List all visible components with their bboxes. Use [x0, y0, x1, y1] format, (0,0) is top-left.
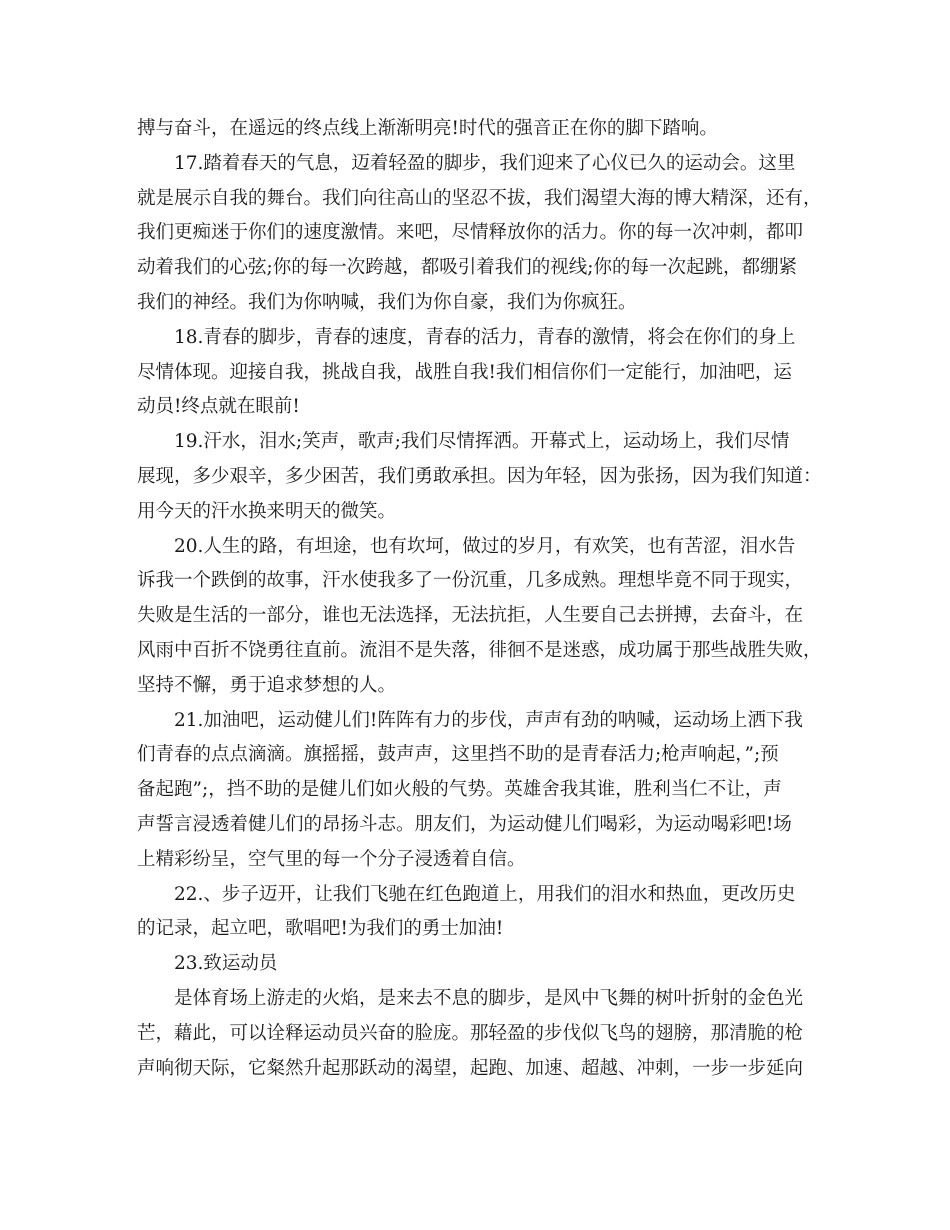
text-line: 们青春的点点滴滴。旗摇摇，鼓声声，这里挡不助的是青春活力;枪声响起，”;预: [137, 744, 779, 766]
text-line: 22.、步子迈开，让我们飞驰在红色跑道上，用我们的泪水和热血，更改历史: [174, 883, 796, 905]
text-line: 我们更痴迷于你们的速度激情。来吧，尽情释放你的活力。你的每一次冲刺，都叩: [137, 222, 804, 244]
text-line: 搏与奋斗，在遥远的终点线上渐渐明亮!时代的强音正在你的脚下踏响。: [137, 118, 718, 139]
text-line: 芒，藉此，可以诠释运动员兴奋的脸庞。那轻盈的步伐似飞鸟的翅膀，那清脆的枪: [137, 1022, 804, 1044]
text-line: 展现，多少艰辛，多少困苦，我们勇敢承担。因为年轻，因为张扬，因为我们知道：: [137, 465, 822, 487]
text-line: 上精彩纷呈，空气里的每一个分子浸透着自信。: [137, 848, 526, 870]
text-line: 的记录，起立吧，歌唱吧!为我们的勇士加油!: [137, 918, 504, 940]
text-line: 声响彻天际，它粲然升起那跃动的渴望，起跑、加速、超越、冲刺，一步一步延向: [137, 1057, 804, 1079]
text-line: 20.人生的路，有坦途，也有坎坷，做过的岁月，有欢笑，也有苦涩，泪水告: [174, 535, 796, 557]
text-line: 风雨中百折不饶勇往直前。流泪不是失落，徘徊不是迷惑，成功属于那些战胜失败，: [137, 639, 822, 661]
text-line: 我们的神经。我们为你呐喊，我们为你自豪，我们为你疯狂。: [137, 291, 637, 313]
text-line: 尽情体现。迎接自我，挑战自我，战胜自我!我们相信你们一定能行，加油吧，运: [137, 361, 792, 383]
text-line: 23.致运动员: [174, 953, 278, 975]
text-line: 声誓言浸透着健儿们的昂扬斗志。朋友们，为运动健儿们喝彩，为运动喝彩吧!场: [137, 813, 792, 835]
text-line: 坚持不懈，勇于追求梦想的人。: [137, 674, 397, 696]
text-line: 就是展示自我的舞台。我们向往高山的坚忍不拔，我们渴望大海的博大精深，还有，: [137, 187, 822, 209]
text-line: 是体育场上游走的火焰，是来去不息的脚步，是风中飞舞的树叶折射的金色光: [174, 987, 804, 1009]
text-line: 诉我一个跌倒的故事，汗水使我多了一份沉重，几多成熟。理想毕竟不同于现实，: [137, 570, 804, 592]
document-page: [137, 112, 827, 1086]
text-line: 备起跑”;，挡不助的是健儿们如火般的气势。英雄舍我其谁，胜利当仁不让，声: [137, 779, 782, 801]
text-line: 动员!终点就在眼前!: [137, 396, 300, 418]
text-line: 17.踏着春天的气息，迈着轻盈的脚步，我们迎来了心仪已久的运动会。这里: [174, 152, 796, 174]
text-line: 失败是生活的一部分，谁也无法选择，无法抗拒，人生要自己去拼搏，去奋斗，在: [137, 605, 804, 627]
text-line: 动着我们的心弦;你的每一次跨越，都吸引着我们的视线;你的每一次起跳，都绷紧: [137, 257, 797, 279]
text-line: 用今天的汗水换来明天的微笑。: [137, 500, 397, 522]
text-line: 21.加油吧，运动健儿们!阵阵有力的步伐，声声有劲的呐喊，运动场上洒下我: [174, 709, 803, 731]
text-line: 18.青春的脚步，青春的速度，青春的活力，青春的激情，将会在你们的身上: [174, 326, 796, 348]
text-line: 19.汗水，泪水;笑声，歌声;我们尽情挥洒。开幕式上，运动场上，我们尽情: [174, 431, 790, 453]
